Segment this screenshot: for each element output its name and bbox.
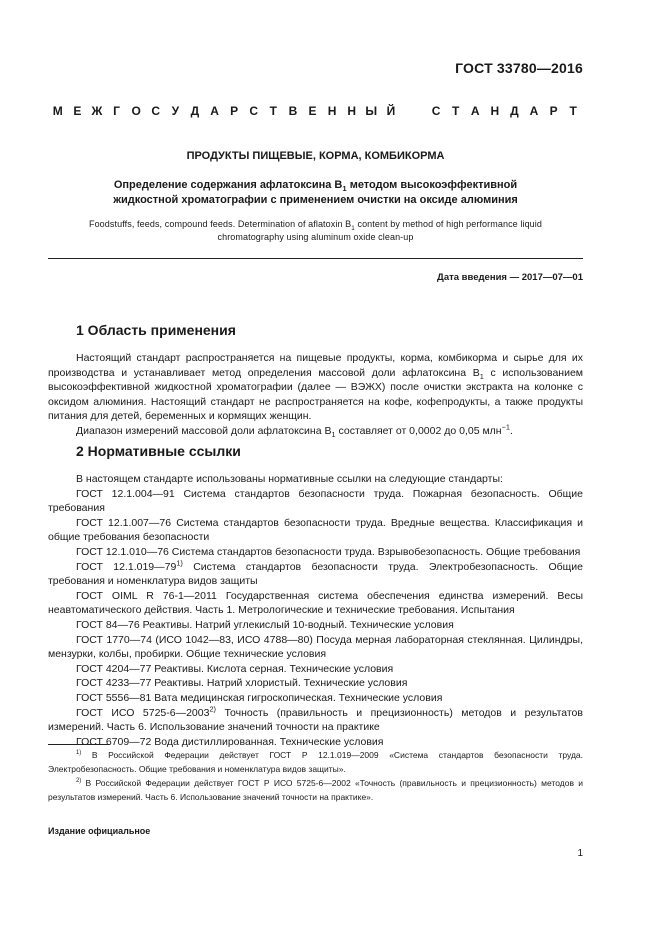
reference-text: ГОСТ 12.1.019—79 [76, 560, 177, 573]
english-title-text: chromatography using aluminum oxide clean-up [217, 232, 414, 242]
range-paragraph [48, 424, 583, 439]
reference-item [48, 589, 583, 618]
reference-text: ГОСТ OIML R 76-1—2011 Государственная система обеспечения единства измерений. Весы неавтоматического действия. Часть 1. Метрологические и технические требования. Испытания [48, 589, 583, 617]
text: с использованием высокоэффективной жидкостной хроматографии (далее — ВЭЖХ) после очистки экстракта на колонке с оксидом алюминия. Настоящий стандарт не распространяется на кофе, кофепродукты, а также продукты питания для детей, беременных и кормящих женщин. [48, 366, 583, 423]
reference-item [48, 516, 583, 545]
section-1-body [48, 351, 583, 439]
official-edition-label: Издание официальное [48, 826, 151, 836]
page-number: 1 [577, 848, 583, 859]
section-2-body [48, 472, 583, 749]
reference-item [48, 662, 583, 677]
reference-item [48, 487, 583, 516]
introduction-date: Дата введения — 2017—07—01 [437, 272, 583, 283]
subscript: 1 [479, 371, 484, 381]
english-title [48, 218, 583, 244]
reference-item [48, 560, 583, 589]
reference-text: Система стандартов безопасности труда. Электробезопасность. Общие требования и номенклатура видов защиты [48, 560, 583, 588]
banner-word-interstate: М Е Ж Г О С У Д А Р С Т В Е Н Н Ы Й [52, 104, 396, 118]
interstate-standard-banner [48, 104, 583, 118]
document-title: ПРОДУКТЫ ПИЩЕВЫЕ, КОРМА, КОМБИКОРМА [186, 150, 445, 162]
footnote-mark: 1) [76, 750, 82, 757]
text: Настоящий стандарт распространяется на пищевые продукты, корма, комбикорма и сырье для их производства и устанавливает метод определения массовой доли афлатоксина В [48, 352, 583, 379]
section-2-heading: 2 Нормативные ссылки [76, 443, 241, 459]
footnote-text: В Российской Федерации действует ГОСТ Р 12.1.019—2009 «Система стандартов безопасности труда. Электробезопасность. Общие требования и номенклатура видов защиты». [48, 750, 583, 774]
reference-item [48, 633, 583, 662]
footnote-mark: 2) [209, 704, 216, 713]
gost-number: ГОСТ 33780—2016 [455, 60, 583, 76]
reference-text: Точность (правильность и прецизионность) методов и результатов измерений. Часть 6. Использование значений точности на практике [48, 706, 583, 734]
reference-text: ГОСТ ИСО 5725-6—2003 [76, 706, 210, 719]
text: составляет от 0,0002 до 0,05 млн [335, 424, 502, 437]
footnote-divider [48, 744, 110, 745]
scope-paragraph [48, 351, 583, 424]
reference-text: ГОСТ 4204—77 Реактивы. Кислота серная. Технические условия [76, 662, 394, 675]
subscript: 1 [351, 224, 355, 232]
reference-item [48, 691, 583, 706]
subtitle-text: Определение содержания афлатоксина В [113, 179, 343, 191]
text: Диапазон измерений массовой доли афлатоксина В [76, 424, 332, 437]
reference-text: ГОСТ 6709—72 Вода дистиллированная. Технические условия [76, 735, 384, 748]
reference-text: ГОСТ 12.1.007—76 Система стандартов безопасности труда. Вредные вещества. Классификация и общие требования безопасности [48, 516, 583, 544]
footnote-item [48, 776, 583, 804]
footnote-mark: 2) [76, 778, 82, 785]
subscript: 1 [331, 430, 336, 440]
reference-text: ГОСТ 4233—77 Реактивы. Натрий хлористый. Технические условия [76, 677, 408, 690]
text: . [509, 424, 513, 437]
subtitle-text: методом высокоэффективной [346, 179, 518, 191]
reference-item [48, 676, 583, 691]
references-list [48, 487, 583, 750]
footnote-text: В Российской Федерации действует ГОСТ Р ИСО 5725-6—2002 «Точность (правильность и прецизионность) методов и результатов измерений. Часть 6. Использование значений точности на практике». [48, 778, 583, 802]
section-1-heading: 1 Область применения [76, 322, 236, 338]
references-intro: В настоящем стандарте использованы нормативные ссылки на следующие стандарты: [76, 473, 503, 485]
reference-item [48, 545, 583, 560]
reference-item [48, 706, 583, 735]
footnotes [48, 748, 583, 804]
reference-text: ГОСТ 12.1.004—91 Система стандартов безопасности труда. Пожарная безопасность. Общие требования [48, 487, 583, 515]
superscript: −1 [501, 422, 510, 432]
reference-text: ГОСТ 5556—81 Вата медицинская гигроскопическая. Технические условия [76, 691, 443, 704]
document-subtitle [48, 178, 583, 208]
divider [48, 258, 583, 259]
footnote-item [48, 748, 583, 776]
reference-text: ГОСТ 84—76 Реактивы. Натрий углекислый 10-водный. Технические условия [76, 618, 454, 631]
subtitle-text: жидкостной хроматографии с применением очистки на оксиде алюминия [113, 194, 518, 206]
reference-item [48, 618, 583, 633]
subscript: 1 [342, 184, 347, 194]
english-title-text: Foodstuffs, feeds, compound feeds. Determination of aflatoxin B [88, 219, 352, 229]
footnote-mark: 1) [176, 558, 183, 568]
reference-text: ГОСТ 1770—74 (ИСО 1042—83, ИСО 4788—80) Посуда мерная лабораторная стеклянная. Цилиндры, мензурки, колбы, пробирки. Общие технические условия [48, 633, 583, 661]
reference-text: ГОСТ 12.1.010—76 Система стандартов безопасности труда. Взрывобезопасность. Общие требования [76, 545, 581, 558]
english-title-text: content by method of high performance liquid [354, 219, 542, 229]
banner-word-standard: С Т А Н Д А Р Т [431, 104, 577, 118]
